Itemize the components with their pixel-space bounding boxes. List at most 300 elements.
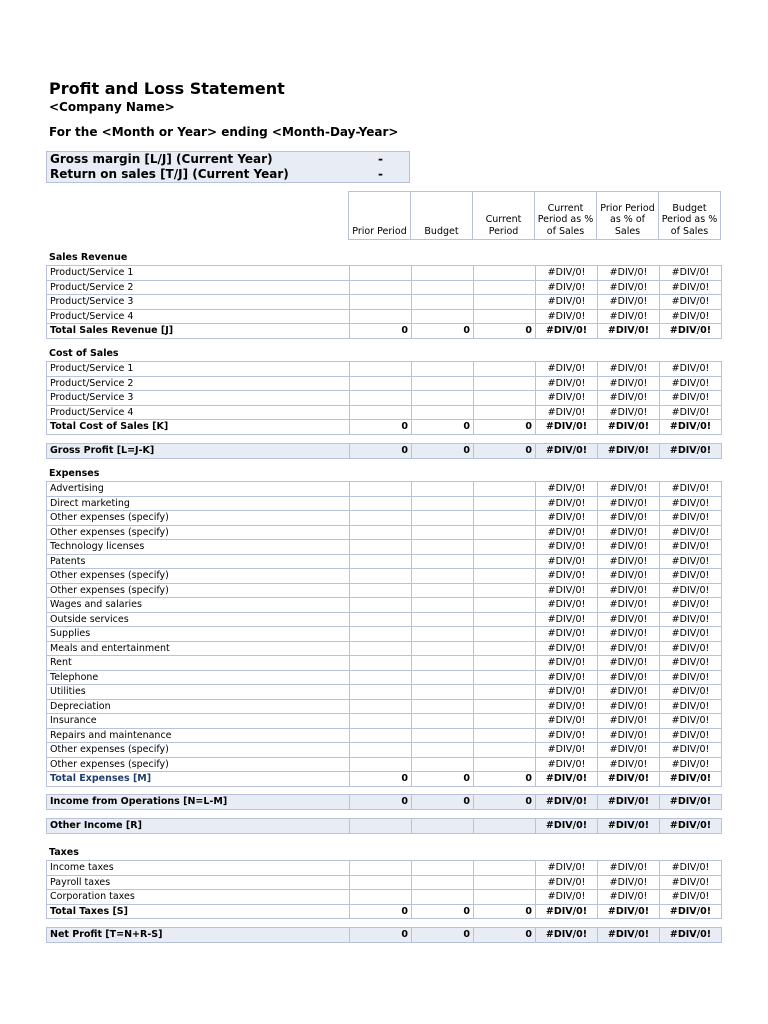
percent-cell[interactable]: #DIV/0! [536, 376, 598, 391]
amount-cell[interactable] [474, 511, 536, 526]
amount-cell[interactable]: 0 [412, 928, 474, 943]
percent-cell[interactable]: #DIV/0! [536, 391, 598, 406]
amount-cell[interactable] [350, 598, 412, 613]
amount-cell[interactable]: 0 [474, 928, 536, 943]
sales_revenue-table [46, 265, 722, 339]
percent-cell[interactable]: #DIV/0! [660, 324, 722, 339]
percent-cell[interactable]: #DIV/0! [598, 569, 660, 584]
row-label[interactable]: Supplies [47, 627, 350, 642]
percent-cell[interactable]: #DIV/0! [660, 496, 722, 511]
amount-cell[interactable] [412, 641, 474, 656]
amount-cell[interactable] [474, 656, 536, 671]
amount-cell[interactable] [350, 685, 412, 700]
table-row [47, 795, 722, 810]
amount-cell[interactable] [474, 554, 536, 569]
amount-cell[interactable]: 0 [412, 795, 474, 810]
amount-cell[interactable] [412, 612, 474, 627]
amount-cell[interactable] [350, 391, 412, 406]
row-label[interactable]: Total Taxes [S] [47, 904, 350, 919]
row-label[interactable]: Other Income [R] [47, 819, 350, 834]
percent-cell[interactable]: #DIV/0! [536, 757, 598, 772]
row-label[interactable]: Meals and entertainment [47, 641, 350, 656]
amount-cell[interactable] [412, 309, 474, 324]
percent-cell[interactable]: #DIV/0! [660, 772, 722, 787]
amount-cell[interactable]: 0 [474, 795, 536, 810]
amount-cell[interactable] [412, 728, 474, 743]
percent-cell[interactable]: #DIV/0! [536, 656, 598, 671]
amount-cell[interactable] [474, 728, 536, 743]
amount-cell[interactable] [474, 569, 536, 584]
row-label[interactable]: Telephone [47, 670, 350, 685]
percent-cell[interactable]: #DIV/0! [598, 376, 660, 391]
amount-cell[interactable] [350, 482, 412, 497]
percent-cell[interactable]: #DIV/0! [598, 819, 660, 834]
percent-cell[interactable]: #DIV/0! [660, 554, 722, 569]
table-row [47, 598, 722, 613]
percent-cell[interactable]: #DIV/0! [660, 525, 722, 540]
percent-cell[interactable]: #DIV/0! [598, 656, 660, 671]
percent-cell[interactable]: #DIV/0! [598, 280, 660, 295]
percent-cell[interactable]: #DIV/0! [660, 444, 722, 459]
percent-cell[interactable]: #DIV/0! [598, 641, 660, 656]
amount-cell[interactable]: 0 [412, 444, 474, 459]
percent-cell[interactable]: #DIV/0! [536, 928, 598, 943]
table-row [47, 714, 722, 729]
percent-cell[interactable]: #DIV/0! [598, 772, 660, 787]
amount-cell[interactable]: 0 [474, 444, 536, 459]
percent-cell[interactable]: #DIV/0! [536, 482, 598, 497]
table-row [47, 496, 722, 511]
row-label[interactable]: Insurance [47, 714, 350, 729]
percent-cell[interactable]: #DIV/0! [536, 511, 598, 526]
amount-cell[interactable] [350, 295, 412, 310]
percent-cell[interactable]: #DIV/0! [660, 583, 722, 598]
percent-cell[interactable]: #DIV/0! [536, 772, 598, 787]
percent-cell[interactable]: #DIV/0! [536, 554, 598, 569]
percent-cell[interactable]: #DIV/0! [536, 444, 598, 459]
amount-cell[interactable]: 0 [412, 324, 474, 339]
percent-cell[interactable]: #DIV/0! [598, 496, 660, 511]
amount-cell[interactable] [412, 875, 474, 890]
row-label[interactable]: Other expenses (specify) [47, 583, 350, 598]
column-header: Prior Period as % of Sales [596, 191, 659, 240]
amount-cell[interactable] [474, 598, 536, 613]
kpi-value: - [340, 152, 410, 168]
amount-cell[interactable]: 0 [474, 420, 536, 435]
amount-cell[interactable] [350, 714, 412, 729]
percent-cell[interactable]: #DIV/0! [536, 405, 598, 420]
amount-cell[interactable] [474, 482, 536, 497]
amount-cell[interactable] [474, 496, 536, 511]
percent-cell[interactable]: #DIV/0! [660, 511, 722, 526]
amount-cell[interactable] [474, 540, 536, 555]
row-label[interactable]: Gross Profit [L=J-K] [47, 444, 350, 459]
amount-cell[interactable] [412, 280, 474, 295]
percent-cell[interactable]: #DIV/0! [660, 420, 722, 435]
amount-cell[interactable] [412, 757, 474, 772]
amount-cell[interactable] [350, 554, 412, 569]
row-label[interactable]: Other expenses (specify) [47, 525, 350, 540]
percent-cell[interactable]: #DIV/0! [536, 714, 598, 729]
amount-cell[interactable] [412, 819, 474, 834]
amount-cell[interactable] [350, 641, 412, 656]
amount-cell[interactable] [474, 743, 536, 758]
amount-cell[interactable] [412, 295, 474, 310]
amount-cell[interactable] [350, 743, 412, 758]
amount-cell[interactable] [474, 391, 536, 406]
percent-cell[interactable]: #DIV/0! [660, 405, 722, 420]
percent-cell[interactable]: #DIV/0! [536, 627, 598, 642]
amount-cell[interactable]: 0 [350, 795, 412, 810]
amount-cell[interactable] [350, 540, 412, 555]
amount-cell[interactable] [350, 309, 412, 324]
percent-cell[interactable]: #DIV/0! [536, 525, 598, 540]
percent-cell[interactable]: #DIV/0! [598, 391, 660, 406]
percent-cell[interactable]: #DIV/0! [660, 612, 722, 627]
percent-cell[interactable]: #DIV/0! [598, 714, 660, 729]
row-label[interactable]: Rent [47, 656, 350, 671]
percent-cell[interactable]: #DIV/0! [536, 641, 598, 656]
amount-cell[interactable] [350, 670, 412, 685]
amount-cell[interactable] [474, 280, 536, 295]
row-label[interactable]: Product/Service 3 [47, 295, 350, 310]
percent-cell[interactable]: #DIV/0! [660, 685, 722, 700]
amount-cell[interactable]: 0 [350, 420, 412, 435]
amount-cell[interactable] [474, 612, 536, 627]
amount-cell[interactable] [412, 482, 474, 497]
percent-cell[interactable]: #DIV/0! [660, 540, 722, 555]
amount-cell[interactable] [412, 890, 474, 905]
row-label[interactable]: Technology licenses [47, 540, 350, 555]
percent-cell[interactable]: #DIV/0! [660, 928, 722, 943]
amount-cell[interactable] [350, 496, 412, 511]
kpi-row [47, 152, 410, 168]
percent-cell[interactable]: #DIV/0! [598, 554, 660, 569]
amount-cell[interactable] [350, 728, 412, 743]
percent-cell[interactable]: #DIV/0! [660, 890, 722, 905]
percent-cell[interactable]: #DIV/0! [660, 391, 722, 406]
percent-cell[interactable]: #DIV/0! [536, 569, 598, 584]
row-label[interactable]: Depreciation [47, 699, 350, 714]
percent-cell[interactable]: #DIV/0! [536, 280, 598, 295]
table-row [47, 309, 722, 324]
percent-cell[interactable]: #DIV/0! [660, 714, 722, 729]
amount-cell[interactable] [474, 861, 536, 876]
amount-cell[interactable] [412, 525, 474, 540]
column-header: Budget [410, 191, 473, 240]
percent-cell[interactable]: #DIV/0! [598, 875, 660, 890]
amount-cell[interactable]: 0 [350, 324, 412, 339]
percent-cell[interactable]: #DIV/0! [660, 875, 722, 890]
row-label[interactable]: Payroll taxes [47, 875, 350, 890]
row-label[interactable]: Product/Service 1 [47, 266, 350, 281]
percent-cell[interactable]: #DIV/0! [536, 728, 598, 743]
amount-cell[interactable] [350, 656, 412, 671]
percent-cell[interactable]: #DIV/0! [598, 420, 660, 435]
amount-cell[interactable] [412, 266, 474, 281]
amount-cell[interactable]: 0 [350, 772, 412, 787]
percent-cell[interactable]: #DIV/0! [536, 904, 598, 919]
amount-cell[interactable]: 0 [350, 904, 412, 919]
percent-cell[interactable]: #DIV/0! [660, 795, 722, 810]
row-label[interactable]: Product/Service 1 [47, 362, 350, 377]
amount-cell[interactable] [474, 309, 536, 324]
amount-cell[interactable] [412, 743, 474, 758]
row-label[interactable]: Patents [47, 554, 350, 569]
amount-cell[interactable] [474, 890, 536, 905]
percent-cell[interactable]: #DIV/0! [536, 309, 598, 324]
amount-cell[interactable] [350, 890, 412, 905]
percent-cell[interactable]: #DIV/0! [598, 757, 660, 772]
percent-cell[interactable]: #DIV/0! [598, 525, 660, 540]
percent-cell[interactable]: #DIV/0! [536, 295, 598, 310]
percent-cell[interactable]: #DIV/0! [598, 685, 660, 700]
income_operations-table [46, 794, 722, 810]
amount-cell[interactable] [474, 757, 536, 772]
amount-cell[interactable] [350, 280, 412, 295]
amount-cell[interactable]: 0 [474, 772, 536, 787]
percent-cell[interactable]: #DIV/0! [660, 362, 722, 377]
percent-cell[interactable]: #DIV/0! [536, 266, 598, 281]
amount-cell[interactable] [350, 627, 412, 642]
percent-cell[interactable]: #DIV/0! [660, 295, 722, 310]
amount-cell[interactable] [412, 362, 474, 377]
percent-cell[interactable]: #DIV/0! [536, 598, 598, 613]
amount-cell[interactable] [350, 362, 412, 377]
period-line[interactable]: For the <Month or Year> ending <Month-Day-Year> [49, 125, 399, 139]
amount-cell[interactable]: 0 [474, 904, 536, 919]
percent-cell[interactable]: #DIV/0! [660, 699, 722, 714]
amount-cell[interactable] [412, 598, 474, 613]
percent-cell[interactable]: #DIV/0! [660, 627, 722, 642]
amount-cell[interactable] [350, 583, 412, 598]
row-label[interactable]: Income taxes [47, 861, 350, 876]
amount-cell[interactable] [350, 699, 412, 714]
amount-cell[interactable] [412, 714, 474, 729]
amount-cell[interactable] [350, 819, 412, 834]
percent-cell[interactable]: #DIV/0! [598, 511, 660, 526]
company-name[interactable]: <Company Name> [49, 100, 175, 114]
percent-cell[interactable]: #DIV/0! [536, 861, 598, 876]
table-row [47, 890, 722, 905]
amount-cell[interactable] [350, 511, 412, 526]
amount-cell[interactable] [350, 875, 412, 890]
amount-cell[interactable] [474, 670, 536, 685]
percent-cell[interactable]: #DIV/0! [660, 482, 722, 497]
percent-cell[interactable]: #DIV/0! [660, 728, 722, 743]
kpi-value: - [340, 167, 410, 183]
percent-cell[interactable]: #DIV/0! [536, 496, 598, 511]
row-label[interactable]: Direct marketing [47, 496, 350, 511]
table-row [47, 728, 722, 743]
percent-cell[interactable]: #DIV/0! [536, 583, 598, 598]
percent-cell[interactable]: #DIV/0! [536, 699, 598, 714]
row-label[interactable]: Total Sales Revenue [J] [47, 324, 350, 339]
percent-cell[interactable]: #DIV/0! [598, 728, 660, 743]
percent-cell[interactable]: #DIV/0! [536, 612, 598, 627]
percent-cell[interactable]: #DIV/0! [660, 757, 722, 772]
amount-cell[interactable] [474, 295, 536, 310]
percent-cell[interactable]: #DIV/0! [660, 598, 722, 613]
amount-cell[interactable] [412, 861, 474, 876]
amount-cell[interactable] [412, 540, 474, 555]
percent-cell[interactable]: #DIV/0! [598, 612, 660, 627]
percent-cell[interactable]: #DIV/0! [598, 627, 660, 642]
row-label[interactable]: Repairs and maintenance [47, 728, 350, 743]
amount-cell[interactable] [474, 525, 536, 540]
percent-cell[interactable]: #DIV/0! [660, 266, 722, 281]
kpi-row [47, 167, 410, 183]
amount-cell[interactable] [412, 511, 474, 526]
percent-cell[interactable]: #DIV/0! [660, 656, 722, 671]
percent-cell[interactable]: #DIV/0! [598, 324, 660, 339]
other_income-table [46, 818, 722, 834]
percent-cell[interactable]: #DIV/0! [660, 819, 722, 834]
percent-cell[interactable]: #DIV/0! [598, 444, 660, 459]
amount-cell[interactable] [412, 583, 474, 598]
amount-cell[interactable] [474, 714, 536, 729]
row-label[interactable]: Total Expenses [M] [47, 772, 350, 787]
percent-cell[interactable]: #DIV/0! [536, 670, 598, 685]
percent-cell[interactable]: #DIV/0! [536, 890, 598, 905]
percent-cell[interactable]: #DIV/0! [598, 598, 660, 613]
amount-cell[interactable] [412, 405, 474, 420]
percent-cell[interactable]: #DIV/0! [598, 405, 660, 420]
row-label[interactable]: Product/Service 4 [47, 309, 350, 324]
percent-cell[interactable]: #DIV/0! [598, 743, 660, 758]
amount-cell[interactable] [474, 266, 536, 281]
percent-cell[interactable]: #DIV/0! [598, 266, 660, 281]
column-header: Budget Period as % of Sales [658, 191, 721, 240]
amount-cell[interactable] [350, 376, 412, 391]
percent-cell[interactable]: #DIV/0! [598, 670, 660, 685]
amount-cell[interactable] [412, 670, 474, 685]
percent-cell[interactable]: #DIV/0! [598, 309, 660, 324]
amount-cell[interactable] [350, 861, 412, 876]
row-label[interactable]: Net Profit [T=N+R-S] [47, 928, 350, 943]
percent-cell[interactable]: #DIV/0! [598, 540, 660, 555]
amount-cell[interactable] [350, 266, 412, 281]
row-label[interactable]: Income from Operations [N=L-M] [47, 795, 350, 810]
amount-cell[interactable]: 0 [412, 772, 474, 787]
percent-cell[interactable]: #DIV/0! [536, 819, 598, 834]
row-label[interactable]: Total Cost of Sales [K] [47, 420, 350, 435]
percent-cell[interactable]: #DIV/0! [598, 928, 660, 943]
amount-cell[interactable] [412, 656, 474, 671]
percent-cell[interactable]: #DIV/0! [536, 685, 598, 700]
percent-cell[interactable]: #DIV/0! [660, 743, 722, 758]
percent-cell[interactable]: #DIV/0! [598, 890, 660, 905]
percent-cell[interactable]: #DIV/0! [598, 699, 660, 714]
percent-cell[interactable]: #DIV/0! [598, 583, 660, 598]
amount-cell[interactable] [412, 685, 474, 700]
percent-cell[interactable]: #DIV/0! [660, 280, 722, 295]
table-row [47, 405, 722, 420]
amount-cell[interactable] [474, 405, 536, 420]
amount-cell[interactable] [474, 699, 536, 714]
row-label[interactable]: Other expenses (specify) [47, 569, 350, 584]
amount-cell[interactable] [412, 627, 474, 642]
amount-cell[interactable] [350, 569, 412, 584]
amount-cell[interactable]: 0 [412, 904, 474, 919]
amount-cell[interactable] [412, 569, 474, 584]
percent-cell[interactable]: #DIV/0! [660, 904, 722, 919]
expenses-table [46, 481, 722, 787]
amount-cell[interactable] [474, 362, 536, 377]
column-header: Current Period [472, 191, 535, 240]
row-label[interactable]: Product/Service 2 [47, 376, 350, 391]
percent-cell[interactable]: #DIV/0! [598, 904, 660, 919]
percent-cell[interactable]: #DIV/0! [536, 743, 598, 758]
percent-cell[interactable]: #DIV/0! [536, 324, 598, 339]
amount-cell[interactable] [474, 819, 536, 834]
percent-cell[interactable]: #DIV/0! [598, 362, 660, 377]
row-label[interactable]: Product/Service 3 [47, 391, 350, 406]
row-label[interactable]: Advertising [47, 482, 350, 497]
table-row [47, 569, 722, 584]
row-label[interactable]: Wages and salaries [47, 598, 350, 613]
percent-cell[interactable]: #DIV/0! [660, 861, 722, 876]
amount-cell[interactable]: 0 [412, 420, 474, 435]
percent-cell[interactable]: #DIV/0! [598, 295, 660, 310]
percent-cell[interactable]: #DIV/0! [598, 795, 660, 810]
row-label[interactable]: Outside services [47, 612, 350, 627]
amount-cell[interactable]: 0 [350, 444, 412, 459]
amount-cell[interactable] [412, 554, 474, 569]
percent-cell[interactable]: #DIV/0! [660, 309, 722, 324]
percent-cell[interactable]: #DIV/0! [598, 482, 660, 497]
section-heading: Taxes [49, 847, 79, 858]
amount-cell[interactable] [412, 699, 474, 714]
amount-cell[interactable] [474, 376, 536, 391]
amount-cell[interactable] [350, 525, 412, 540]
percent-cell[interactable]: #DIV/0! [660, 641, 722, 656]
amount-cell[interactable] [474, 875, 536, 890]
amount-cell[interactable] [412, 391, 474, 406]
row-label[interactable]: Other expenses (specify) [47, 757, 350, 772]
amount-cell[interactable] [474, 583, 536, 598]
amount-cell[interactable] [350, 612, 412, 627]
percent-cell[interactable]: #DIV/0! [536, 795, 598, 810]
amount-cell[interactable] [412, 496, 474, 511]
percent-cell[interactable]: #DIV/0! [536, 875, 598, 890]
table-row [47, 511, 722, 526]
amount-cell[interactable] [350, 405, 412, 420]
amount-cell[interactable] [474, 627, 536, 642]
row-label[interactable]: Other expenses (specify) [47, 743, 350, 758]
row-label[interactable]: Corporation taxes [47, 890, 350, 905]
row-label[interactable]: Product/Service 2 [47, 280, 350, 295]
row-label[interactable]: Other expenses (specify) [47, 511, 350, 526]
percent-cell[interactable]: #DIV/0! [536, 420, 598, 435]
amount-cell[interactable] [350, 757, 412, 772]
amount-cell[interactable] [412, 376, 474, 391]
amount-cell[interactable] [474, 685, 536, 700]
percent-cell[interactable]: #DIV/0! [660, 670, 722, 685]
percent-cell[interactable]: #DIV/0! [660, 376, 722, 391]
row-label[interactable]: Product/Service 4 [47, 405, 350, 420]
percent-cell[interactable]: #DIV/0! [536, 362, 598, 377]
amount-cell[interactable]: 0 [474, 324, 536, 339]
percent-cell[interactable]: #DIV/0! [536, 540, 598, 555]
section-heading: Expenses [49, 468, 100, 479]
row-label[interactable]: Utilities [47, 685, 350, 700]
amount-cell[interactable] [474, 641, 536, 656]
percent-cell[interactable]: #DIV/0! [660, 569, 722, 584]
percent-cell[interactable]: #DIV/0! [598, 861, 660, 876]
gross_profit-table [46, 443, 722, 459]
amount-cell[interactable]: 0 [350, 928, 412, 943]
